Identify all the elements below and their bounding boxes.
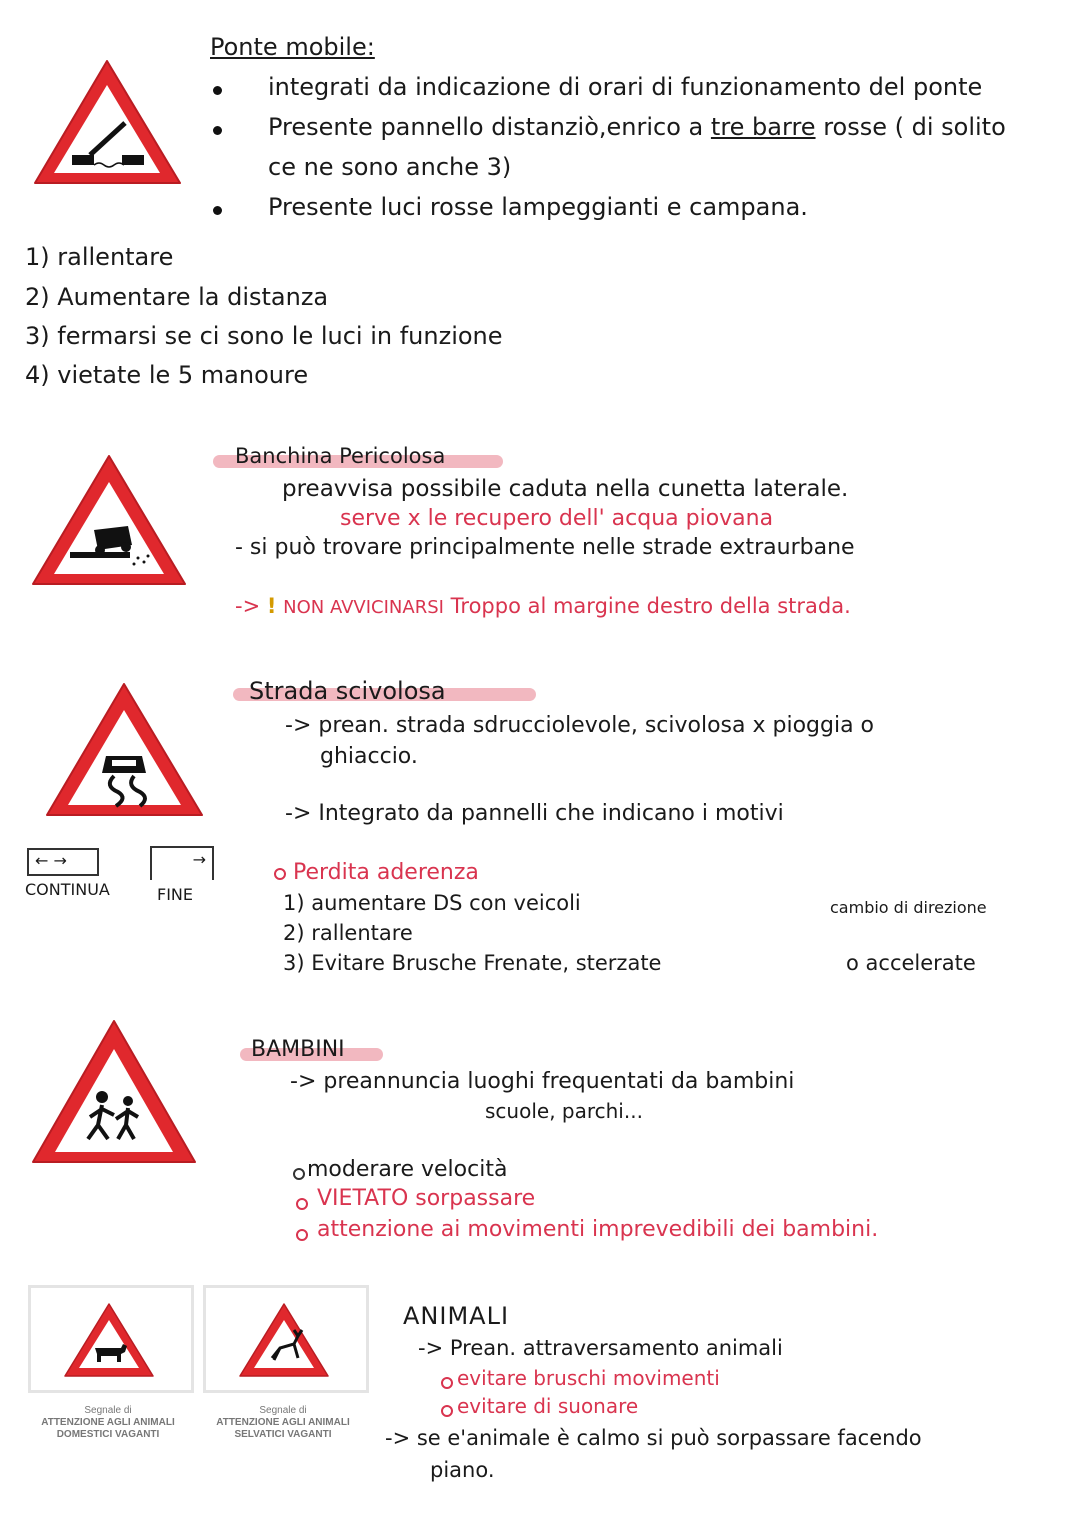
ponte-bullet-2d: ce ne sono anche 3): [268, 153, 512, 181]
ponte-bullet-2: [268, 113, 1006, 141]
ponte-step-3: 3) fermarsi se ci sono le luci in funzione: [25, 322, 503, 350]
bambini-item-1: moderare velocità: [307, 1157, 508, 1182]
strada-line-2: ghiaccio.: [320, 744, 418, 769]
panel-continua: [27, 848, 99, 876]
children-sign-icon: [28, 1015, 200, 1170]
caption-line: Segnale di: [84, 1405, 132, 1416]
bullet-ring: [293, 1168, 305, 1180]
strada-line-1: -> prean. strada sdrucciolevole, scivolosa x pioggia o: [285, 713, 875, 738]
caption-line: SELVATICI VAGANTI: [234, 1429, 332, 1440]
caption-line: DOMESTICI VAGANTI: [56, 1429, 160, 1440]
animali-line-3: piano.: [430, 1458, 495, 1482]
bullet-ring: [296, 1229, 308, 1241]
ponte-bullet-3: Presente luci rosse lampeggianti e campana.: [268, 193, 808, 221]
strada-title: Strada scivolosa: [249, 677, 446, 705]
ponte-bullet-1: integrati da indicazione di orari di funzionamento del ponte: [268, 73, 983, 101]
warning-text-a: NON AVVICINARSI: [283, 597, 444, 618]
dangerous-shoulder-sign-icon: [28, 450, 190, 592]
ponte-step-2: 2) Aumentare la distanza: [25, 283, 329, 311]
bambini-item-3: attenzione ai movimenti imprevedibili dei bambini.: [317, 1217, 879, 1242]
domestic-animals-sign-icon: [61, 1300, 157, 1380]
arrow-left-right-icon: ← →: [35, 851, 67, 870]
slippery-road-sign-icon: [42, 678, 207, 823]
banchina-warning: [235, 594, 851, 618]
drawbridge-sign-icon: [30, 55, 185, 190]
ponte-step-1: 1) rallentare: [25, 243, 174, 271]
banchina-line-2: serve x le recupero dell' acqua piovana: [340, 506, 774, 531]
bullet-ring: [441, 1405, 453, 1417]
bullet-ring: [441, 1377, 453, 1389]
ponte-bullet-2c: rosse ( di solito: [823, 113, 1006, 141]
strada-line-3: -> Integrato da pannelli che indicano i motivi: [285, 801, 784, 826]
bullet-ring: [274, 868, 286, 880]
panel-continua-label: CONTINUA: [25, 880, 110, 899]
bullet-dot: [213, 86, 222, 95]
banchina-title: Banchina Pericolosa: [235, 444, 446, 468]
caption-line: ATTENZIONE AGLI ANIMALI: [41, 1417, 175, 1428]
wild-animals-sign-icon: [236, 1300, 332, 1380]
bullet-dot: [213, 206, 222, 215]
ponte-bullet-2a: Presente pannello distanziò,enrico a: [268, 113, 704, 141]
animali-line-1: -> Prean. attraversamento animali: [418, 1336, 783, 1360]
bambini-title: BAMBINI: [251, 1037, 345, 1062]
ponte-step-4: 4) vietate le 5 manoure: [25, 361, 309, 389]
strada-item-2: 2) rallentare: [283, 921, 413, 945]
panel-fine-label: FINE: [157, 885, 193, 904]
caption-line: Segnale di: [259, 1405, 307, 1416]
strada-item-3: 3) Evitare Brusche Frenate, sterzate: [283, 951, 662, 975]
ponte-bullet-2b: tre barre: [710, 113, 816, 141]
bullet-dot: [213, 126, 222, 135]
animali-item-2: evitare di suonare: [457, 1394, 639, 1418]
banchina-line-1: preavvisa possibile caduta nella cunetta laterale.: [282, 476, 849, 502]
bambini-line-1: -> preannuncia luoghi frequentati da bambini: [290, 1069, 795, 1094]
bullet-ring: [296, 1198, 308, 1210]
warning-text-b: Troppo al margine destro della strada.: [450, 594, 851, 618]
arrow-right-icon: →: [192, 850, 206, 869]
domestic-animals-caption: [23, 1405, 193, 1441]
warning-icon: !: [266, 594, 277, 618]
warning-arrow: ->: [235, 594, 261, 618]
strada-note: cambio di direzione: [830, 898, 987, 917]
wild-animals-caption: [198, 1405, 368, 1441]
animali-line-2: -> se e'animale è calmo si può sorpassare facendo: [385, 1426, 922, 1450]
ponte-title: Ponte mobile:: [210, 33, 375, 61]
bambini-item-2: VIETATO sorpassare: [317, 1186, 536, 1211]
banchina-line-3: - si può trovare principalmente nelle strade extraurbane: [235, 535, 855, 560]
bambini-line-2: scuole, parchi...: [485, 1099, 643, 1123]
panel-fine: [150, 846, 214, 880]
animali-item-1: evitare bruschi movimenti: [457, 1366, 720, 1390]
strada-item-1: 1) aumentare DS con veicoli: [283, 891, 581, 915]
strada-tail: o accelerate: [846, 951, 976, 975]
animali-title: ANIMALI: [403, 1302, 510, 1330]
strada-sub: Perdita aderenza: [293, 860, 479, 885]
caption-line: ATTENZIONE AGLI ANIMALI: [216, 1417, 350, 1428]
